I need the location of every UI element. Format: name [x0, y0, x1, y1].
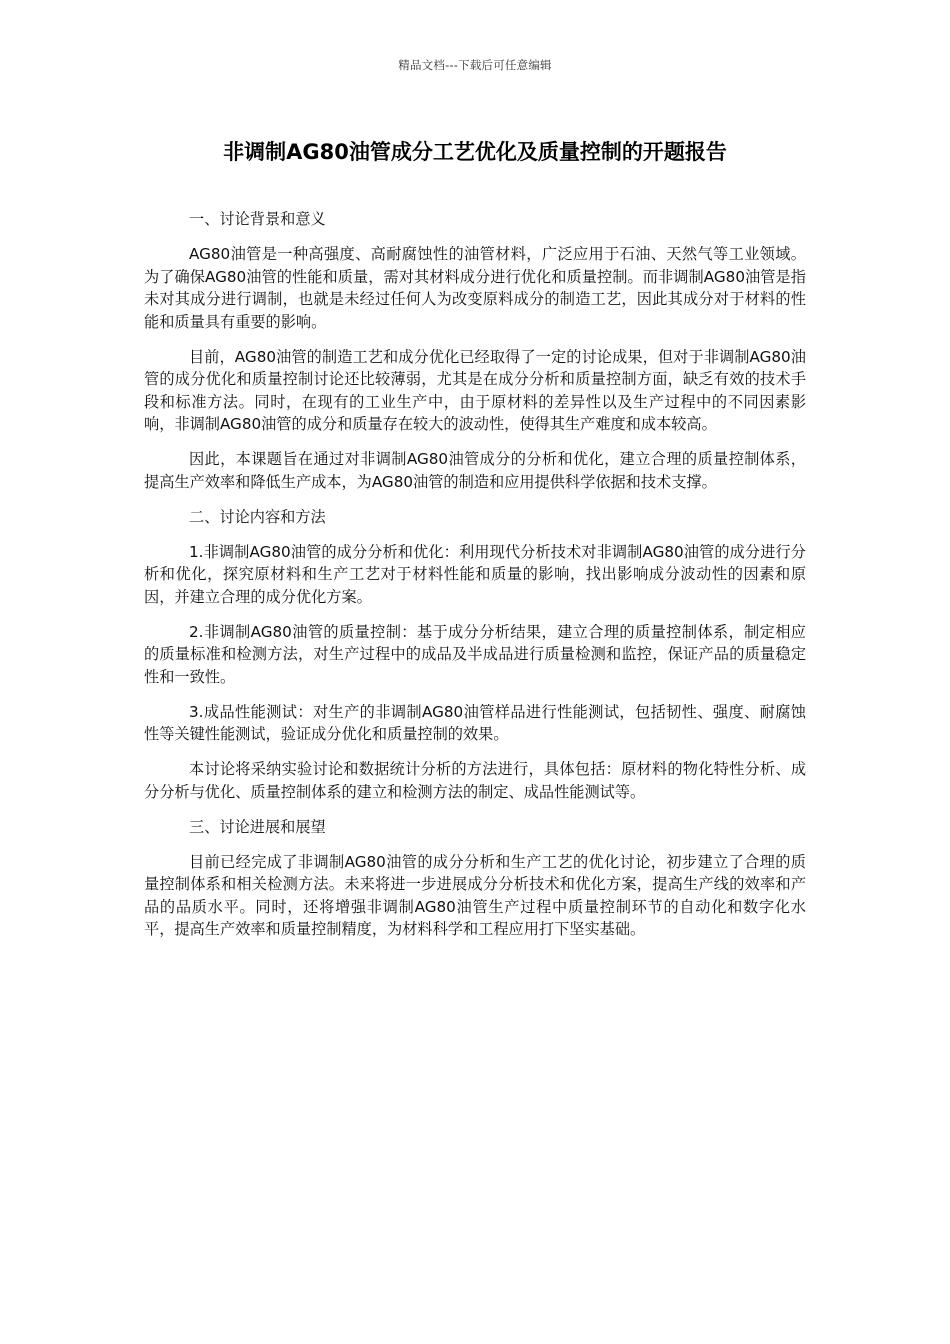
- document-body: [144, 208, 806, 953]
- section-heading-background: 一、讨论背景和意义: [189, 210, 326, 228]
- paragraph-item-quality-control: 2.非调制AG80油管的质量控制：基于成分分析结果，建立合理的质量控制体系，制定相应的质量标准和检测方法，对生产过程中的成品及半成品进行质量检测和监控，保证产品的质量稳定性和一致性。: [144, 622, 806, 686]
- paragraph-objective: 因此，本课题旨在通过对非调制AG80油管成分的分析和优化，建立合理的质量控制体系，提高生产效率和降低生产成本，为AG80油管的制造和应用提供科学依据和技术支撑。: [144, 450, 806, 491]
- paragraph-current-status: 目前，AG80油管的制造工艺和成分优化已经取得了一定的讨论成果，但对于非调制AG80油管的成分优化和质量控制讨论还比较薄弱，尤其是在成分分析和质量控制方面，缺乏有效的技术手段和标准方法。同时，在现有的工业生产中，由于原材料的差异性以及生产过程中的不同因素影响，非调制AG80油管的成分和质量存在较大的波动性，使得其生产难度和成本较高。: [144, 347, 806, 433]
- header-note: 精品文档---下载后可任意编辑: [398, 58, 552, 72]
- paragraph-item-performance-test: 3.成品性能测试：对生产的非调制AG80油管样品进行性能测试，包括韧性、强度、耐腐蚀性等关键性能测试，验证成分优化和质量控制的效果。: [144, 702, 806, 743]
- paragraph-methods: 本讨论将采纳实验讨论和数据统计分析的方法进行，具体包括：原材料的物化特性分析、成分分析与优化、质量控制体系的建立和检测方法的制定、成品性能测试等。: [144, 760, 806, 801]
- section-heading-progress-outlook: 三、讨论进展和展望: [189, 817, 326, 836]
- section-heading-content-methods: 二、讨论内容和方法: [189, 507, 326, 526]
- paragraph-background-intro: AG80油管是一种高强度、高耐腐蚀性的油管材料，广泛应用于石油、天然气等工业领域。为了确保AG80油管的性能和质量，需对其材料成分进行优化和质量控制。而非调制AG80油管是指未对其成分进行调制，也就是未经过任何人为改变原料成分的制造工艺，因此其成分对于材料的性能和质量具有重要的影响。: [144, 245, 806, 331]
- paragraph-progress: 目前已经完成了非调制AG80油管的成分分析和生产工艺的优化讨论，初步建立了合理的质量控制体系和相关检测方法。未来将进一步进展成分分析技术和优化方案，提高生产线的效率和产品的品质水平。同时，还将增强非调制AG80油管生产过程中质量控制环节的自动化和数字化水平，提高生产效率和质量控制精度，为材料科学和工程应用打下坚实基础。: [144, 852, 806, 938]
- paragraph-item-composition: 1.非调制AG80油管的成分分析和优化：利用现代分析技术对非调制AG80油管的成分进行分析和优化，探究原材料和生产工艺对于材料性能和质量的影响，找出影响成分波动性的因素和原因，并建立合理的成分优化方案。: [144, 542, 806, 606]
- document-title: 非调制AG80油管成分工艺优化及质量控制的开题报告: [223, 140, 727, 164]
